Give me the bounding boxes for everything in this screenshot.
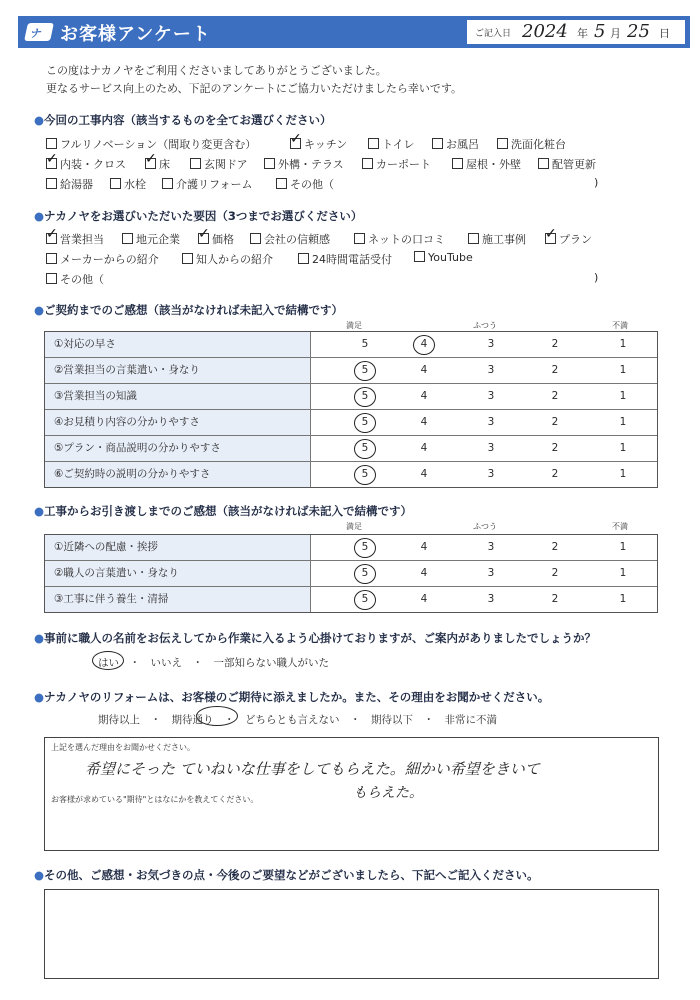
checkbox[interactable]: [46, 273, 57, 284]
q1-opt-kitchen[interactable]: ✓ キッチン: [290, 136, 347, 152]
q3-selected-circle: [354, 413, 376, 433]
q3-row-label: ③営業担当の知識: [45, 384, 311, 409]
q2-opt-plan[interactable]: ✓ プラン: [545, 231, 592, 247]
q1-opt-floor[interactable]: ✓ 床: [145, 156, 170, 172]
q3-row-label: ⑥ご契約時の説明の分かりやすさ: [45, 462, 311, 487]
logo-mark: ナ: [29, 27, 44, 40]
q4-selected-circle: [354, 564, 376, 584]
checkbox-checked[interactable]: [46, 158, 57, 169]
q5-title: ●事前に職人の名前をお伝えしてから作業に入るよう心掛けておりますが、ご案内がありましたでしょうか？: [34, 631, 597, 645]
checkbox[interactable]: [46, 138, 57, 149]
q4-rating-3[interactable]: 3: [487, 541, 495, 553]
q3-rating-1[interactable]: 1: [619, 338, 627, 350]
q1-opt-roof[interactable]: 屋根・外壁: [452, 156, 521, 172]
q4-rating-1[interactable]: 1: [619, 567, 627, 579]
checkbox[interactable]: [538, 158, 549, 169]
q6-answer-options[interactable]: 期待以上 ・ 期待通り ・ どちらとも言えない ・ 期待以下 ・ 非常に不満: [98, 714, 497, 726]
q3-rating-4[interactable]: 4: [420, 442, 428, 454]
q3-selected-circle: [413, 335, 435, 355]
q3-rating-5[interactable]: 5: [361, 390, 369, 402]
q2-opt-case-studies[interactable]: 施工事例: [468, 231, 526, 247]
q6-title: ●ナカノヤのリフォームは、お客様のご期待に添えましたか。また、その理由をお聞かせください。: [34, 690, 550, 704]
q2-opt-acquaintance[interactable]: 知人からの紹介: [182, 251, 273, 267]
q3-row: [45, 410, 657, 436]
q2-opt-sales-rep[interactable]: ✓営業担当: [46, 231, 104, 247]
q3-rating-1[interactable]: 1: [619, 364, 627, 376]
q1-opt-care-reform[interactable]: 介護リフォーム: [162, 176, 252, 192]
q1-other-close-paren: ): [594, 176, 599, 189]
company-logo: [24, 23, 54, 41]
q3-rating-4[interactable]: 4: [420, 338, 428, 350]
q3-rating-2[interactable]: 2: [551, 364, 559, 376]
q2-opt-other[interactable]: その他（: [46, 271, 104, 287]
checkbox[interactable]: [452, 158, 463, 169]
q3-selected-circle: [354, 361, 376, 381]
q1-opt-faucet[interactable]: 水栓: [110, 176, 146, 192]
checkbox[interactable]: [46, 253, 57, 264]
q3-rating-5[interactable]: 5: [361, 364, 369, 376]
q3-rating-4[interactable]: 4: [420, 364, 428, 376]
q3-rating-5[interactable]: 5: [361, 338, 369, 350]
q1-opt-carport[interactable]: カーポート: [362, 156, 431, 172]
month-unit: 月: [610, 27, 621, 40]
q4-rating-table: [44, 534, 658, 613]
date-year: 2024: [522, 21, 568, 42]
q2-opt-local-company[interactable]: 地元企業: [122, 231, 180, 247]
q4-rating-5[interactable]: 5: [361, 541, 369, 553]
q3-rating-2[interactable]: 2: [551, 390, 559, 402]
q3-rating-5[interactable]: 5: [361, 468, 369, 480]
q4-rating-4[interactable]: 4: [420, 593, 428, 605]
q6-reason-box[interactable]: [44, 737, 659, 851]
q2-opt-trust[interactable]: 会社の信頼感: [250, 231, 330, 247]
checkbox-checked[interactable]: [290, 138, 301, 149]
q1-opt-other[interactable]: その他（: [276, 176, 334, 192]
checkbox[interactable]: [432, 138, 443, 149]
q3-rating-1[interactable]: 1: [619, 416, 627, 428]
q4-rating-3[interactable]: 3: [487, 567, 495, 579]
q1-opt-exterior[interactable]: 外構・テラス: [264, 156, 344, 172]
q4-row-label: ③工事に伴う養生・清掃: [45, 587, 311, 612]
q3-rating-4[interactable]: 4: [420, 468, 428, 480]
q1-opt-toilet[interactable]: トイレ: [368, 136, 414, 152]
q1-title: ●今回の工事内容（該当するものを全てお選びください）: [34, 113, 332, 127]
q1-opt-bath[interactable]: お風呂: [432, 136, 479, 152]
q3-rating-2[interactable]: 2: [551, 442, 559, 454]
q3-rating-3[interactable]: 3: [487, 442, 495, 454]
q3-rating-5[interactable]: 5: [361, 442, 369, 454]
q3-rating-1[interactable]: 1: [619, 442, 627, 454]
q3-rating-4[interactable]: 4: [420, 416, 428, 428]
q2-title: ●ナカノヤをお選びいただいた要因（3つまでお選びください）: [34, 209, 363, 223]
date-day: 25: [627, 21, 650, 42]
q1-opt-washstand[interactable]: 洗面化粧台: [497, 136, 566, 152]
q4-scale-low: 不満: [612, 522, 628, 531]
q4-selected-circle: [354, 538, 376, 558]
q4-rating-1[interactable]: 1: [619, 541, 627, 553]
q3-rating-3[interactable]: 3: [487, 364, 495, 376]
q1-opt-piping[interactable]: 配管更新: [538, 156, 596, 172]
q3-rating-table: [44, 331, 658, 488]
q3-rating-5[interactable]: 5: [361, 416, 369, 428]
q3-rating-3[interactable]: 3: [487, 338, 495, 350]
intro-line-2: 更なるサービス向上のため、下記のアンケートにご協力いただけましたら幸いです。: [46, 82, 463, 95]
q7-title: ●その他、ご感想・お気づきの点・今後のご要望などがございましたら、下記へご記入ください。: [34, 868, 539, 882]
q3-rating-2[interactable]: 2: [551, 338, 559, 350]
q3-row-label: ②営業担当の言葉遣い・身なり: [45, 358, 311, 383]
q4-rating-5[interactable]: 5: [361, 567, 369, 579]
page-title: お客様アンケート: [60, 24, 211, 45]
q3-rating-1[interactable]: 1: [619, 390, 627, 402]
checkbox[interactable]: [362, 158, 373, 169]
checkbox-checked[interactable]: [46, 233, 57, 244]
date-month: 5: [594, 21, 606, 42]
day-unit: 日: [659, 27, 670, 40]
q2-opt-reviews[interactable]: ネットの口コミ: [354, 231, 445, 247]
q6-handwritten-answer-1: 希望にそった ていねいな仕事をしてもらえた。細かい希望をきいて: [85, 760, 540, 778]
checkbox-checked[interactable]: [198, 233, 209, 244]
q3-scale-high: 満足: [346, 321, 362, 330]
checkbox[interactable]: [368, 138, 379, 149]
q3-row-label: ④お見積り内容の分かりやすさ: [45, 410, 311, 435]
q2-opt-maker-referral[interactable]: メーカーからの紹介: [46, 251, 159, 267]
q1-opt-water-heater[interactable]: 給湯器: [46, 176, 93, 192]
q6-handwritten-answer-2: もらえた。: [353, 785, 423, 801]
date-label: ご記入日: [475, 29, 512, 39]
checkbox[interactable]: [468, 233, 479, 244]
checkbox-checked[interactable]: [145, 158, 156, 169]
q1-opt-full-renovation[interactable]: フルリノベーション（間取り変更含む）: [46, 136, 256, 152]
checkbox[interactable]: [264, 158, 275, 169]
q3-scale-mid: ふつう: [473, 321, 497, 330]
checkbox[interactable]: [414, 251, 425, 262]
q3-rating-3[interactable]: 3: [487, 468, 495, 480]
q3-title: ●ご契約までのご感想（該当がなければ未記入で結構です）: [34, 303, 344, 317]
q2-other-close-paren: ): [594, 271, 599, 284]
q4-rating-4[interactable]: 4: [420, 541, 428, 553]
q4-row: [45, 561, 657, 587]
q3-row-label: ⑤プラン・商品説明の分かりやすさ: [45, 436, 311, 461]
q4-rating-2[interactable]: 2: [551, 541, 559, 553]
q3-row: [45, 384, 657, 410]
q6-selected-circle: [196, 706, 238, 726]
q3-rating-3[interactable]: 3: [487, 416, 495, 428]
q4-rating-3[interactable]: 3: [487, 593, 495, 605]
checkbox[interactable]: [122, 233, 133, 244]
q2-opt-price[interactable]: ✓ 価格: [198, 231, 234, 247]
q6-prompt-expectation: お客様が求めている"期待"とはなにかを教えてください。: [51, 795, 259, 804]
checkbox[interactable]: [190, 158, 201, 169]
q3-row: [45, 462, 657, 487]
checkbox[interactable]: [298, 253, 309, 264]
checkbox[interactable]: [182, 253, 193, 264]
q3-selected-circle: [354, 387, 376, 407]
q3-rating-2[interactable]: 2: [551, 468, 559, 480]
q3-row: [45, 436, 657, 462]
year-unit: 年: [577, 27, 588, 40]
intro-line-1: この度はナカノヤをご利用くださいましてありがとうございました。: [46, 64, 387, 77]
checkbox[interactable]: [250, 233, 261, 244]
q4-row: [45, 535, 657, 561]
q4-row-label: ①近隣への配慮・挨拶: [45, 535, 311, 560]
checkbox-checked[interactable]: [545, 233, 556, 244]
q4-scale-high: 満足: [346, 522, 362, 531]
q3-row-label: ①対応の早さ: [45, 332, 311, 357]
checkbox[interactable]: [46, 178, 57, 189]
q1-opt-interior[interactable]: ✓内装・クロス: [46, 156, 126, 172]
q4-scale-mid: ふつう: [473, 522, 497, 531]
q4-row-label: ②職人の言葉遣い・身なり: [45, 561, 311, 586]
q4-rating-5[interactable]: 5: [361, 593, 369, 605]
q4-rating-1[interactable]: 1: [619, 593, 627, 605]
q6-prompt-reason: 上記を選んだ理由をお聞かせください。: [51, 743, 195, 752]
checkbox[interactable]: [110, 178, 121, 189]
q4-selected-circle: [354, 590, 376, 610]
checkbox[interactable]: [162, 178, 173, 189]
q3-rating-3[interactable]: 3: [487, 390, 495, 402]
q3-rating-2[interactable]: 2: [551, 416, 559, 428]
q3-row: [45, 358, 657, 384]
q3-selected-circle: [354, 465, 376, 485]
q3-rating-1[interactable]: 1: [619, 468, 627, 480]
q4-rating-2[interactable]: 2: [551, 593, 559, 605]
q3-scale-low: 不満: [612, 321, 628, 330]
q4-title: ●工事からお引き渡しまでのご感想（該当がなければ未記入で結構です）: [34, 504, 413, 518]
q2-opt-youtube[interactable]: YouTube: [414, 251, 473, 264]
q1-opt-door[interactable]: 玄関ドア: [190, 156, 248, 172]
q7-comment-box[interactable]: [44, 889, 659, 979]
checkbox[interactable]: [276, 178, 287, 189]
checkbox[interactable]: [497, 138, 508, 149]
q2-opt-24h-phone[interactable]: 24時間電話受付: [298, 251, 392, 267]
q3-selected-circle: [354, 439, 376, 459]
q5-selected-circle: [92, 651, 124, 670]
q4-rating-2[interactable]: 2: [551, 567, 559, 579]
q4-rating-4[interactable]: 4: [420, 567, 428, 579]
checkbox[interactable]: [354, 233, 365, 244]
date-field[interactable]: [467, 20, 685, 44]
q3-row: [45, 332, 657, 358]
q4-row: [45, 587, 657, 612]
q3-rating-4[interactable]: 4: [420, 390, 428, 402]
q5-answer-options[interactable]: はい ・ いいえ ・ 一部知らない職人がいた: [98, 657, 329, 669]
